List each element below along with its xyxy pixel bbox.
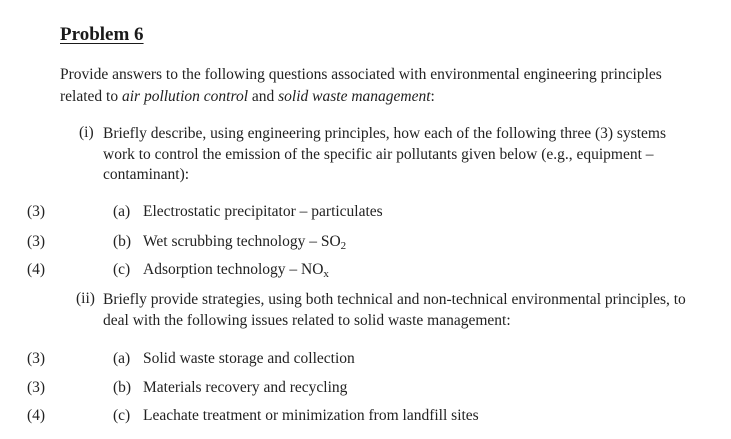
question-ii [76,290,700,331]
marks-label: (4) [27,261,46,278]
intro-italic-air-pollution: air pollution control [121,88,248,105]
sub-question [113,259,329,281]
question-i-item-c [0,259,731,281]
sub-question [113,405,479,427]
subscript: x [323,268,329,280]
sub-question-text: Leachate treatment or minimization from landfill sites [143,407,479,424]
question-ii-text: Briefly provide strategies, using both technical and non-technical environmental principles, to deal with the following issues related to solid waste management: [103,291,686,329]
marks-label: (3) [27,203,46,220]
subscript: 2 [340,240,347,252]
question-ii-item-a [0,348,731,370]
intro-text-1: Provide answers to the following questions associated with environmental engineering principles related to [60,66,662,105]
question-i-number: (i) [79,124,94,141]
marks-label: (3) [27,379,46,396]
question-ii-item-c [0,405,731,427]
question-i-item-b [0,231,731,253]
sub-question-letter: (a) [113,203,131,220]
sub-question-text: Adsorption technology – NO [143,261,324,278]
sub-question-letter: (c) [113,407,131,424]
problem-title: Problem 6 [60,24,144,45]
marks-label: (3) [27,350,46,367]
sub-question [113,348,355,370]
intro-text-2: and [248,88,279,105]
sub-question-text: Solid waste storage and collection [143,350,355,367]
intro-paragraph [60,64,700,108]
question-i [79,124,699,186]
question-i-item-a [0,201,731,223]
sub-question-text: Wet scrubbing technology – SO [143,233,341,250]
question-i-text: Briefly describe, using engineering principles, how each of the following three (3) systems work to control the emission of the specific air pollutants given below (e.g., equipment – contaminant): [103,125,667,183]
marks-label: (3) [27,233,46,250]
question-ii-number: (ii) [76,290,95,307]
marks-label: (4) [27,407,46,424]
intro-italic-solid-waste: solid waste management [278,88,431,105]
sub-question [113,201,383,223]
sub-question [113,231,346,253]
sub-question-letter: (b) [113,379,132,396]
sub-question-text: Materials recovery and recycling [143,379,348,396]
sub-question-letter: (a) [113,350,131,367]
sub-question-letter: (b) [113,233,132,250]
sub-question [113,377,347,399]
intro-text-3: : [430,88,435,105]
sub-question-text: Electrostatic precipitator – particulates [143,203,383,220]
sub-question-letter: (c) [113,261,131,278]
question-ii-item-b [0,377,731,399]
